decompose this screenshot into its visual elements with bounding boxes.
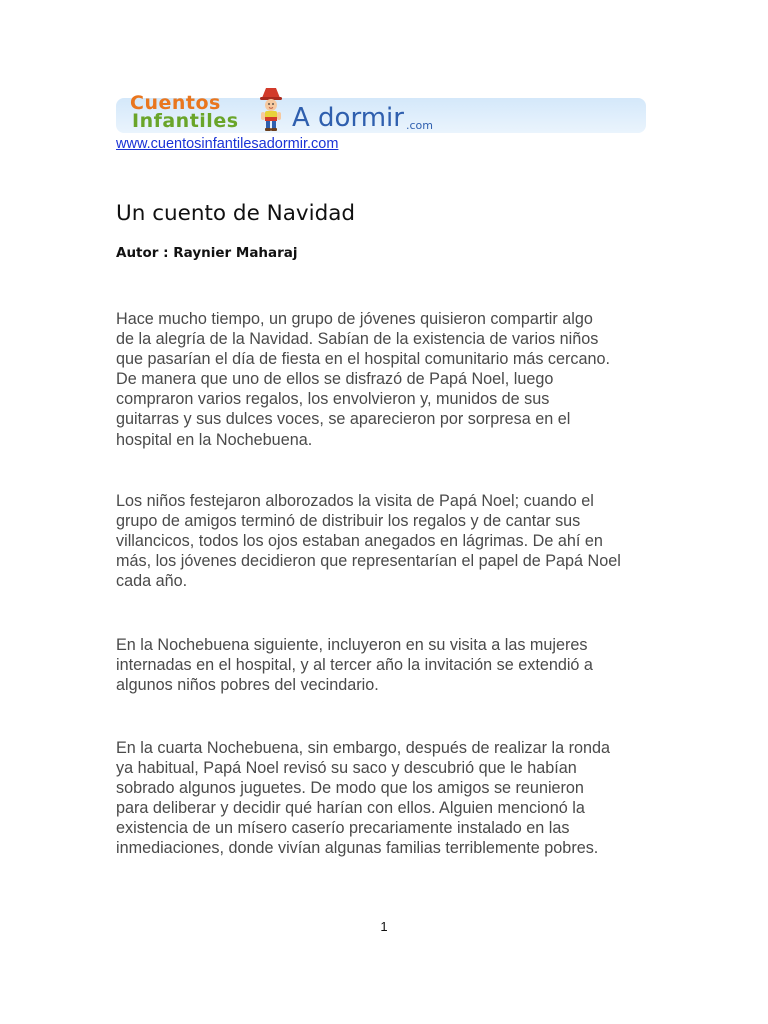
site-logo[interactable] (116, 86, 646, 134)
paragraph-line: que pasarían el día de fiesta en el hospital comunitario más cercano. (116, 350, 611, 369)
paragraph-line: Los niños festejaron alborozados la visita de Papá Noel; cuando el (116, 492, 594, 510)
paragraph-line: internadas en el hospital, y al tercer año la invitación se extendió a (116, 656, 593, 675)
paragraph-line: De manera que uno de ellos se disfrazó de Papá Noel, luego (116, 370, 554, 389)
logo-word-com: .com (406, 119, 433, 132)
paragraph-line: Hace mucho tiempo, un grupo de jóvenes quisieron compartir algo (116, 310, 593, 328)
paragraph-line: grupo de amigos terminó de distribuir los regalos y de cantar sus (116, 512, 581, 531)
paragraph-4 (116, 738, 666, 859)
logo-word-a-dormir: A dormir (292, 103, 404, 133)
paragraph-1 (116, 309, 666, 450)
page-number: 1 (380, 919, 388, 934)
paragraph-line: para deliberar y decidir qué harían con ellos. Alguien mencionó la (116, 799, 585, 818)
paragraph-line: más, los jóvenes decidieron que representarían el papel de Papá Noel (116, 552, 621, 571)
paragraph-line: En la Nochebuena siguiente, incluyeron en su visita a las mujeres (116, 636, 588, 654)
paragraph-line: inmediaciones, donde vivían algunas familias terriblemente pobres. (116, 839, 599, 858)
logo-word-cuentos: Cuentos (130, 92, 221, 114)
paragraph-line: guitarras y sus dulces voces, se aparecieron por sorpresa en el (116, 410, 571, 429)
paragraph-line: sobrado algunos juguetes. De modo que los amigos se reunieron (116, 779, 584, 798)
story-author: Autor : Raynier Maharaj (116, 245, 298, 261)
story-title: Un cuento de Navidad (116, 201, 356, 226)
paragraph-line: algunos niños pobres del vecindario. (116, 676, 379, 695)
paragraph-line: de la alegría de la Navidad. Sabían de la existencia de varios niños (116, 330, 599, 349)
paragraph-3 (116, 635, 666, 695)
paragraph-line: En la cuarta Nochebuena, sin embargo, después de realizar la ronda (116, 739, 611, 757)
paragraph-line: villancicos, todos los ojos estaban anegados en lágrimas. De ahí en (116, 532, 603, 551)
paragraph-line: ya habitual, Papá Noel revisó su saco y descubrió que le habían (116, 759, 577, 778)
paragraph-line: hospital en la Nochebuena. (116, 430, 313, 449)
paragraph-line: existencia de un mísero caserío precariamente instalado en las (116, 819, 570, 838)
website-link[interactable]: www.cuentosinfantilesadormir.com (116, 136, 339, 152)
boy-character-icon (254, 86, 288, 132)
paragraph-line: cada año. (116, 572, 188, 591)
paragraph-2 (116, 491, 666, 591)
paragraph-line: compraron varios regalos, los envolvieron y, munidos de sus (116, 390, 550, 409)
logo-word-infantiles: Infantiles (132, 110, 239, 132)
